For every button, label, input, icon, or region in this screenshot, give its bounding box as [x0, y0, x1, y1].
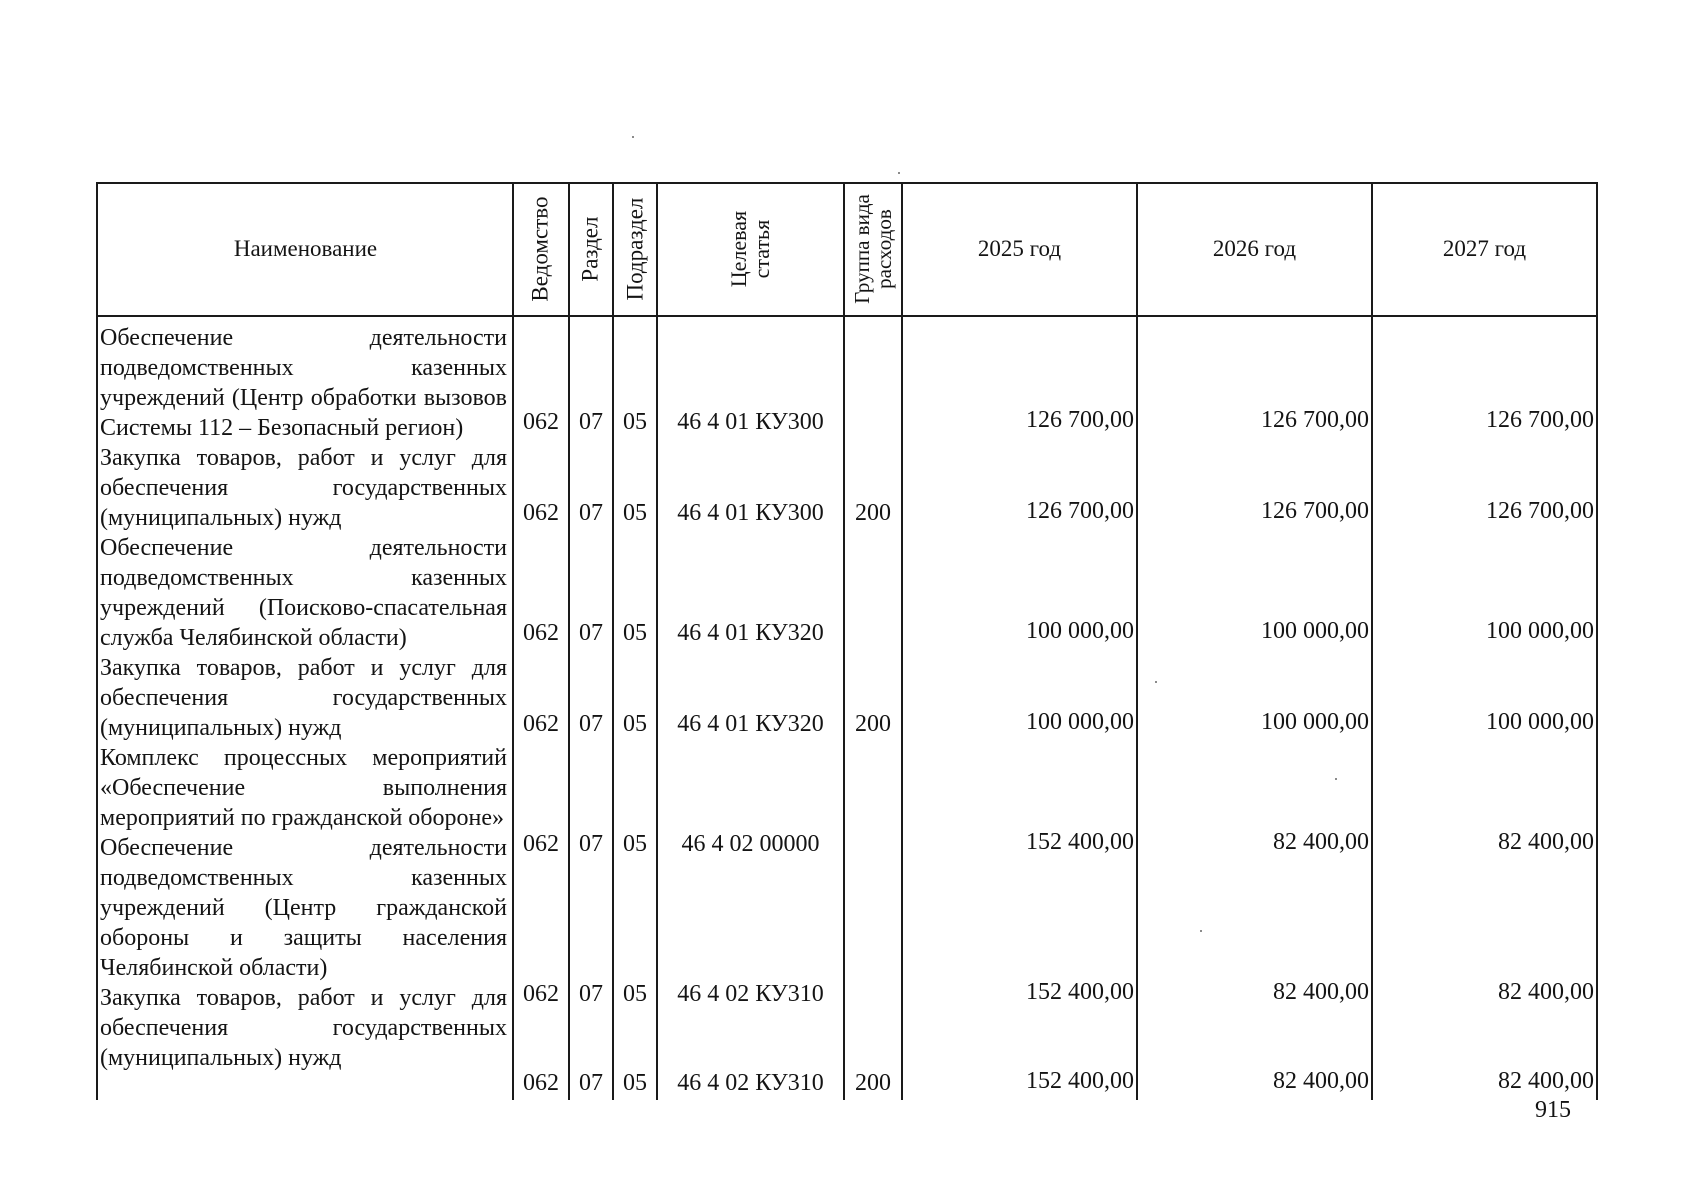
cell-podrazdel: 05 [623, 711, 647, 737]
header-vedomstvo [514, 184, 568, 315]
cell-celevaya: 46 4 01 КУ300 [677, 500, 824, 526]
col-line-left [96, 182, 98, 1100]
row-name: Обеспечение деятельности подведомственных казенных учреждений (Поисково-спасательная служба Челябинской области) [100, 535, 507, 651]
header-gruppa-label [851, 195, 895, 305]
cell-celevaya: 46 4 02 КУ310 [677, 1070, 824, 1096]
cell-2026: 100 000,00 [1261, 709, 1369, 735]
cell-2025: 152 400,00 [1026, 829, 1134, 855]
budget-table [96, 182, 1596, 1100]
cell-2026: 82 400,00 [1273, 829, 1369, 855]
cell-vedomstvo: 062 [523, 711, 559, 737]
cell-celevaya: 46 4 01 КУ320 [677, 711, 824, 737]
cell-podrazdel: 05 [623, 409, 647, 435]
cell-2026: 82 400,00 [1273, 979, 1369, 1005]
header-gruppa-line2: расходов [872, 209, 896, 290]
cell-2025: 126 700,00 [1026, 498, 1134, 524]
header-podrazdel [614, 184, 656, 315]
col-line-right [1596, 182, 1598, 1100]
cell-gruppa: 200 [855, 711, 891, 737]
header-2026-label: 2026 год [1212, 236, 1297, 262]
scan-speck [1200, 930, 1202, 932]
header-celevaya [658, 184, 843, 315]
cell-celevaya: 46 4 01 КУ320 [677, 620, 824, 646]
cell-2027: 126 700,00 [1486, 498, 1594, 524]
header-vedomstvo-label: Ведомство [527, 196, 553, 303]
page-number: 915 [1535, 1097, 1571, 1123]
header-celevaya-label [727, 211, 773, 287]
cell-vedomstvo: 062 [523, 1070, 559, 1096]
header-celevaya-line1: Целевая [726, 211, 752, 288]
cell-razdel: 07 [579, 981, 603, 1007]
cell-2026: 126 700,00 [1261, 498, 1369, 524]
row-name: Комплекс процессных мероприятий «Обеспечение выполнения мероприятий по гражданской обороне» [100, 745, 507, 831]
cell-2027: 100 000,00 [1486, 709, 1594, 735]
cell-celevaya: 46 4 01 КУ300 [677, 409, 824, 435]
cell-podrazdel: 05 [623, 1070, 647, 1096]
cell-2025: 152 400,00 [1026, 979, 1134, 1005]
cell-2026: 126 700,00 [1261, 407, 1369, 433]
row-name: Обеспечение деятельности подведомственных казенных учреждений (Центр обработки вызовов Системы 112 – Безопасный регион) [100, 325, 507, 441]
cell-vedomstvo: 062 [523, 620, 559, 646]
cell-2025: 152 400,00 [1026, 1068, 1134, 1094]
header-gruppa [845, 184, 901, 315]
header-name [98, 184, 513, 315]
cell-celevaya: 46 4 02 КУ310 [677, 981, 824, 1007]
cell-podrazdel: 05 [623, 620, 647, 646]
cell-podrazdel: 05 [623, 500, 647, 526]
cell-razdel: 07 [579, 711, 603, 737]
cell-podrazdel: 05 [623, 831, 647, 857]
cell-razdel: 07 [579, 620, 603, 646]
cell-2026: 82 400,00 [1273, 1068, 1369, 1094]
header-2025 [903, 184, 1136, 315]
scan-speck [1155, 681, 1157, 683]
header-2026 [1138, 184, 1371, 315]
cell-2026: 100 000,00 [1261, 618, 1369, 644]
cell-gruppa: 200 [855, 500, 891, 526]
header-name-label: Наименование [233, 236, 378, 262]
cell-2027: 100 000,00 [1486, 618, 1594, 644]
cell-2025: 126 700,00 [1026, 407, 1134, 433]
header-podrazdel-label: Подраздел [621, 198, 647, 301]
cell-gruppa: 200 [855, 1070, 891, 1096]
row-name: Закупка товаров, работ и услуг для обеспечения государственных (муниципальных) нужд [100, 655, 507, 741]
header-2027 [1373, 184, 1596, 315]
cell-vedomstvo: 062 [523, 831, 559, 857]
cell-razdel: 07 [579, 831, 603, 857]
cell-vedomstvo: 062 [523, 981, 559, 1007]
cell-razdel: 07 [579, 1070, 603, 1096]
row-name: Закупка товаров, работ и услуг для обеспечения государственных (муниципальных) нужд [100, 445, 507, 531]
row-name: Закупка товаров, работ и услуг для обеспечения государственных (муниципальных) нужд [100, 985, 507, 1071]
header-razdel-label: Раздел [577, 216, 603, 283]
header-razdel [570, 184, 612, 315]
scan-speck [1335, 778, 1337, 780]
row-name: Обеспечение деятельности подведомственных казенных учреждений (Центр гражданской обороны и защиты населения Челябинской области) [100, 835, 507, 981]
cell-razdel: 07 [579, 409, 603, 435]
col-line-celevaya [843, 182, 845, 1100]
header-gruppa-line1: Группа вида [849, 194, 874, 305]
cell-vedomstvo: 062 [523, 500, 559, 526]
names-column [100, 323, 507, 1073]
scan-speck [898, 172, 900, 174]
cell-razdel: 07 [579, 500, 603, 526]
cell-2027: 82 400,00 [1498, 829, 1594, 855]
cell-podrazdel: 05 [623, 981, 647, 1007]
header-2025-label: 2025 год [977, 236, 1062, 262]
cell-2027: 82 400,00 [1498, 979, 1594, 1005]
cell-vedomstvo: 062 [523, 409, 559, 435]
cell-celevaya: 46 4 02 00000 [681, 831, 820, 857]
scan-speck [632, 136, 634, 138]
cell-2025: 100 000,00 [1026, 618, 1134, 644]
cell-2027: 82 400,00 [1498, 1068, 1594, 1094]
header-celevaya-line2: статья [749, 220, 775, 279]
header-2027-label: 2027 год [1442, 236, 1527, 262]
cell-2025: 100 000,00 [1026, 709, 1134, 735]
cell-2027: 126 700,00 [1486, 407, 1594, 433]
